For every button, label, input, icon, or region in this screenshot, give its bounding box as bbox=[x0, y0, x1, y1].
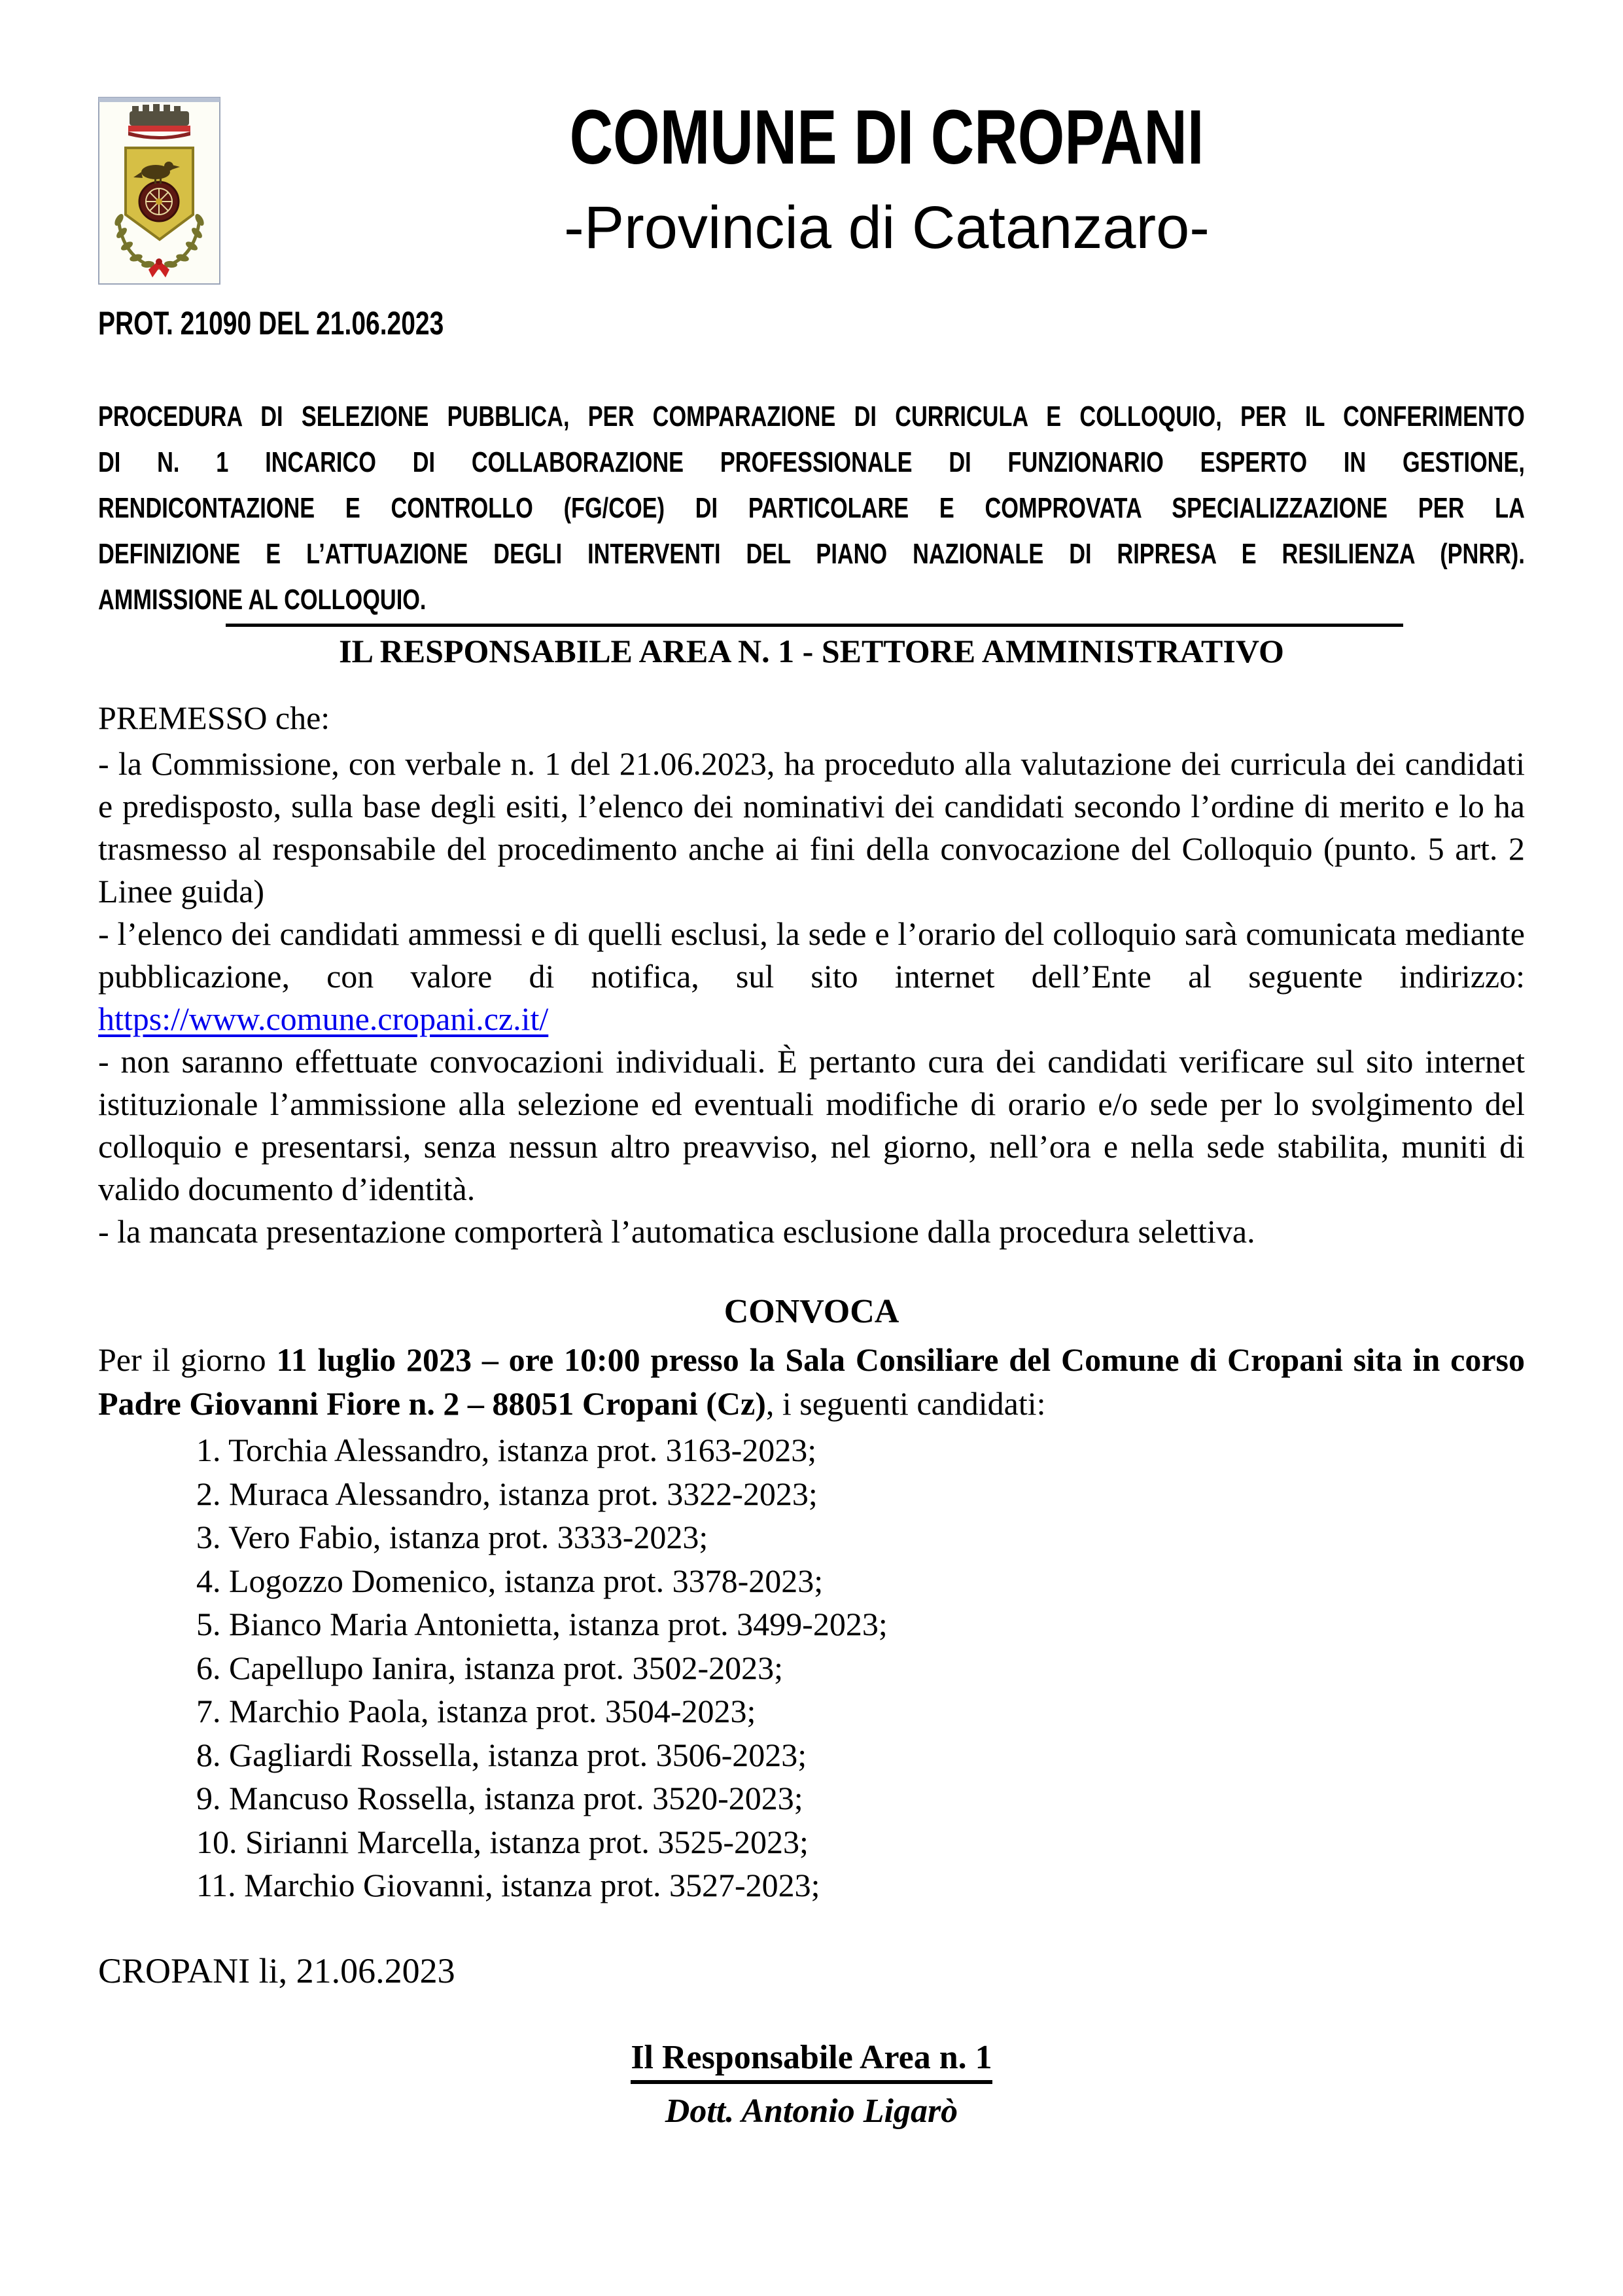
website-link-line bbox=[98, 998, 1525, 1040]
body-line: istituzionale l’ammissione alla selezione ed eventuali modifiche di orario e/o sede per lo svolgimento del bbox=[98, 1086, 1525, 1122]
premesso-paragraph-1 bbox=[98, 743, 1525, 913]
list-item: 9. Mancuso Rossella, istanza prot. 3520-2023; bbox=[196, 1780, 803, 1816]
list-item: 5. Bianco Maria Antonietta, istanza prot. 3499-2023; bbox=[196, 1606, 888, 1642]
website-link[interactable]: https://www.comune.cropani.cz.it/ bbox=[98, 1000, 549, 1037]
convoca-address-bold: Padre Giovanni Fiore n. 2 – 88051 Cropani (Cz) bbox=[98, 1385, 766, 1422]
horizontal-rule bbox=[226, 624, 1403, 627]
subject-line: DEFINIZIONE E L’ATTUAZIONE DEGLI INTERVENTI DEL PIANO NAZIONALE DI RIPRESA E RESILIENZA (PNRR). bbox=[98, 538, 1525, 570]
convoca-date-place-bold: 11 luglio 2023 – ore 10:00 presso la Sala Consiliare del Comune di Cropani sita in corso bbox=[276, 1341, 1525, 1378]
body-line: pubblicazione, con valore di notifica, sul sito internet dell’Ente al seguente indirizzo: bbox=[98, 958, 1525, 995]
subject-line: PROCEDURA DI SELEZIONE PUBBLICA, PER COMPARAZIONE DI CURRICULA E COLLOQUIO, PER IL CONFERIMENTO bbox=[98, 400, 1525, 433]
convoca-paragraph bbox=[98, 1338, 1525, 1426]
place-date-line: CROPANI li, 21.06.2023 bbox=[98, 1951, 455, 1990]
premesso-paragraph-2 bbox=[98, 913, 1525, 998]
list-item: 1. Torchia Alessandro, istanza prot. 3163-2023; bbox=[196, 1432, 817, 1468]
list-item: 2. Muraca Alessandro, istanza prot. 3322-2023; bbox=[196, 1475, 818, 1512]
premesso-intro: PREMESSO che: bbox=[98, 699, 330, 736]
page-subtitle: -Provincia di Catanzaro- bbox=[564, 194, 1210, 261]
page-title: COMUNE DI CROPANI bbox=[569, 94, 1204, 181]
list-item: 3. Vero Fabio, istanza prot. 3333-2023; bbox=[196, 1519, 708, 1555]
list-item: 4. Logozzo Domenico, istanza prot. 3378-2023; bbox=[196, 1562, 824, 1599]
section-heading-convoca: CONVOCA bbox=[724, 1293, 899, 1330]
body-line: trasmesso al responsabile del procedimento anche ai fini della convocazione del Colloquio (punto. 5 art. 2 bbox=[98, 830, 1525, 867]
body-line: Linee guida) bbox=[98, 873, 265, 910]
list-item: 11. Marchio Giovanni, istanza prot. 3527-2023; bbox=[196, 1867, 820, 1903]
subject-line: RENDICONTAZIONE E CONTROLLO (FG/COE) DI PARTICOLARE E COMPROVATA SPECIALIZZAZIONE PER LA bbox=[98, 492, 1525, 524]
signature-block bbox=[98, 2038, 1525, 2131]
subject-line: AMMISSIONE AL COLLOQUIO. bbox=[98, 584, 427, 616]
body-line: - non saranno effettuate convocazioni individuali. È pertanto cura dei candidati verificare sul sito internet bbox=[98, 1043, 1525, 1080]
subject-paragraph bbox=[98, 394, 1525, 623]
subject-line: DI N. 1 INCARICO DI COLLABORAZIONE PROFESSIONALE DI FUNZIONARIO ESPERTO IN GESTIONE, bbox=[98, 446, 1525, 478]
list-item: 8. Gagliardi Rossella, istanza prot. 3506-2023; bbox=[196, 1736, 807, 1773]
list-item: 10. Sirianni Marcella, istanza prot. 3525-2023; bbox=[196, 1823, 809, 1860]
body-line: - l’elenco dei candidati ammessi e di quelli esclusi, la sede e l’orario del colloquio sarà comunicata mediante bbox=[98, 915, 1525, 952]
candidates-list bbox=[196, 1428, 1525, 1907]
body-line: colloquio e presentarsi, senza nessun altro preavviso, nel giorno, nell’ora e nella sede stabilita, muniti di bbox=[98, 1128, 1525, 1165]
body-line bbox=[98, 1338, 1525, 1382]
signature-title: Il Responsabile Area n. 1 bbox=[631, 2038, 992, 2084]
premesso-paragraph-4: - la mancata presentazione comporterà l’automatica esclusione dalla procedura selettiva. bbox=[98, 1213, 1255, 1250]
body-line: - la Commissione, con verbale n. 1 del 21.06.2023, ha proceduto alla valutazione dei curricula dei candidati bbox=[98, 745, 1525, 782]
list-item: 7. Marchio Paola, istanza prot. 3504-2023; bbox=[196, 1693, 756, 1729]
body-line: e predisposto, sulla base degli esiti, l’elenco dei nominativi dei candidati secondo l’ordine di merito e lo ha bbox=[98, 788, 1525, 824]
premesso-paragraph-3 bbox=[98, 1040, 1525, 1210]
body-line: valido documento d’identità. bbox=[98, 1171, 476, 1207]
protocol-number-line: PROT. 21090 DEL 21.06.2023 bbox=[98, 305, 444, 342]
list-item: 6. Capellupo Ianira, istanza prot. 3502-2023; bbox=[196, 1649, 783, 1686]
body-line bbox=[98, 1382, 1525, 1426]
signature-name: Dott. Antonio Ligarò bbox=[665, 2093, 958, 2130]
section-heading-responsabile: IL RESPONSABILE AREA N. 1 - SETTORE AMMINISTRATIVO bbox=[339, 633, 1284, 669]
convoca-intro-text: Per il giorno bbox=[98, 1341, 277, 1378]
convoca-outro-text: , i seguenti candidati: bbox=[765, 1385, 1046, 1422]
